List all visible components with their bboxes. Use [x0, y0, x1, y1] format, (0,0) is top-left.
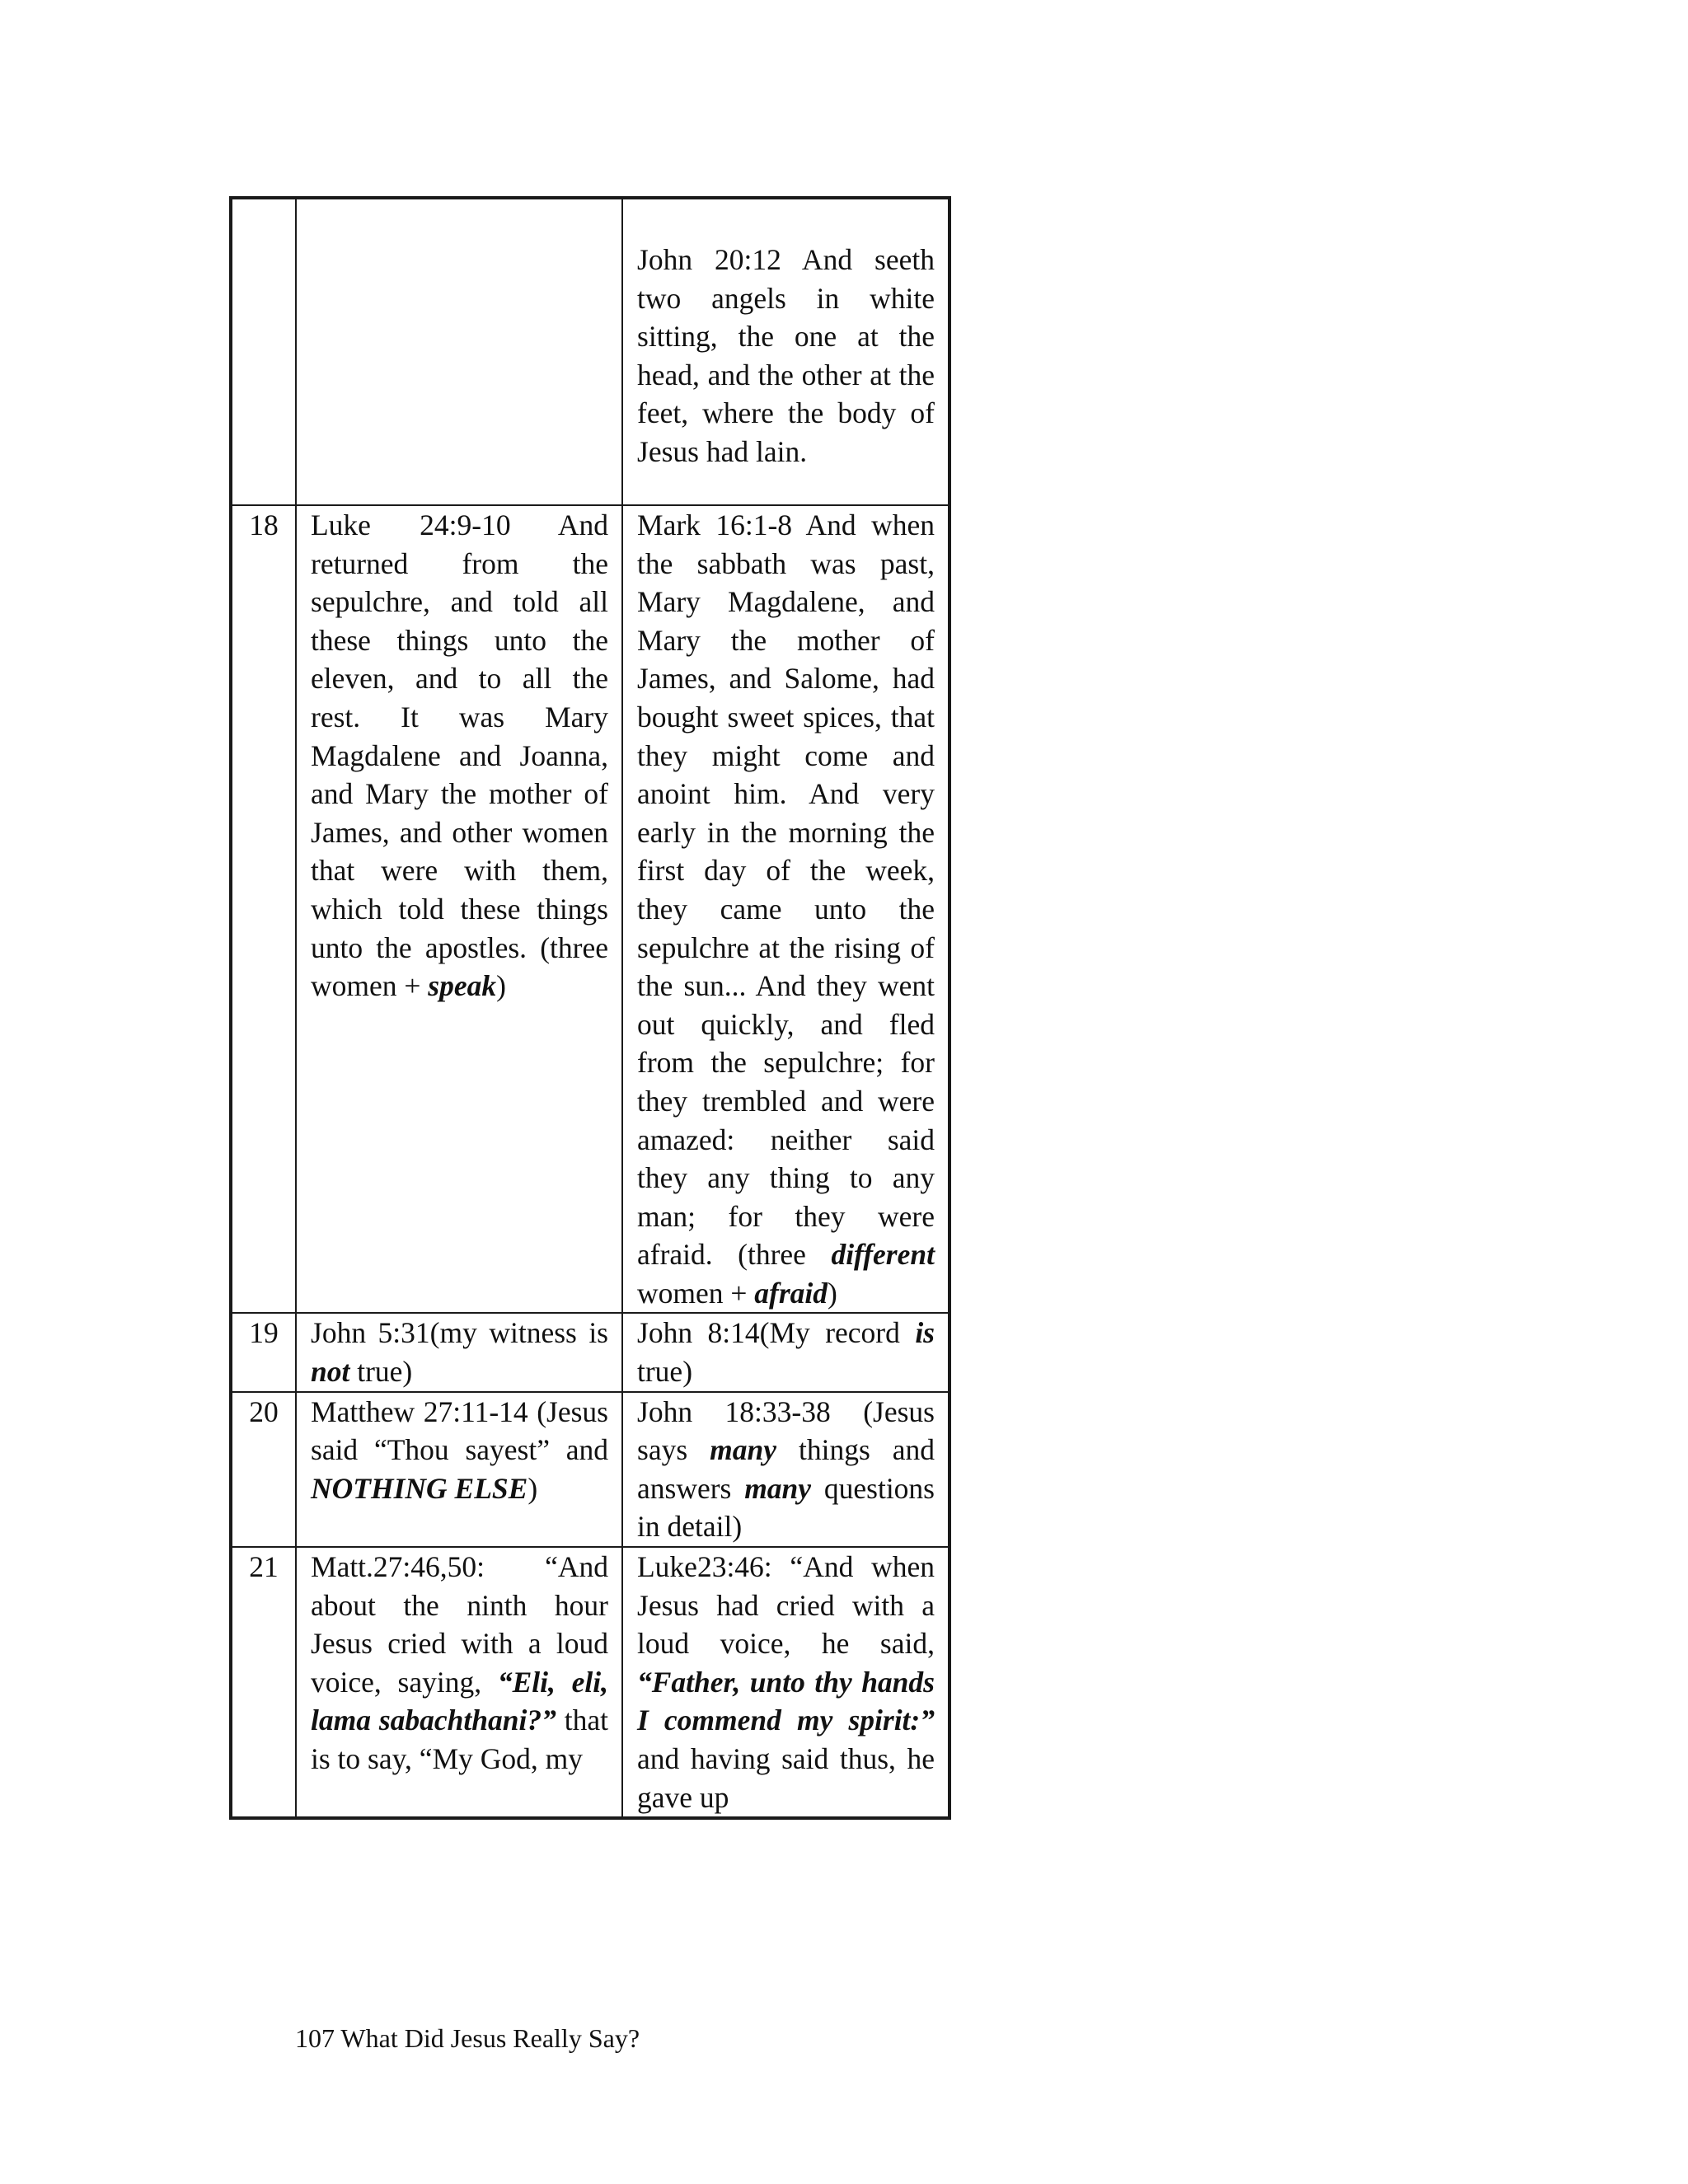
- verse-text: [623, 1314, 948, 1390]
- row-number-cell: [231, 505, 296, 1313]
- left-verse-cell: [296, 1392, 622, 1547]
- table-row: [231, 1547, 950, 1818]
- right-verse-cell: [622, 505, 950, 1313]
- verse-text-part: that is to say, “My God, my: [311, 1704, 608, 1775]
- verse-text-part: ): [528, 1471, 538, 1505]
- verse-text-part: ): [828, 1276, 837, 1310]
- verse-text: [623, 506, 948, 1312]
- row-number: 20: [249, 1394, 279, 1428]
- table-row: [231, 505, 950, 1313]
- verse-text-part: women +: [637, 1276, 755, 1310]
- emphasis-text: afraid: [754, 1276, 828, 1310]
- emphasis-text: “Father, unto thy hands I commend my spirit:”: [637, 1665, 935, 1737]
- verse-text-part: true): [349, 1355, 413, 1389]
- table-row: [231, 1313, 950, 1391]
- table-row: [231, 1392, 950, 1547]
- left-verse-cell: [296, 1547, 622, 1818]
- verse-text-part: and having said thus, he gave up: [637, 1742, 935, 1814]
- verse-text-part: Matthew 27:11-14 (Jesus said “Thou sayest” and: [311, 1394, 608, 1467]
- emphasis-text: “Eli, eli, lama sabachthani?”: [311, 1665, 608, 1737]
- verse-text-part: John 8:14(My record: [637, 1316, 916, 1350]
- row-number-cell: [231, 1547, 296, 1818]
- left-verse-cell: [296, 1313, 622, 1391]
- verse-text-part: true): [637, 1355, 693, 1389]
- left-verse-cell: [296, 505, 622, 1313]
- verse-text-part: questions in detail): [637, 1471, 935, 1544]
- verse-text-part: John 5:31(my witness is: [311, 1316, 608, 1350]
- emphasis-text: different: [831, 1238, 935, 1272]
- row-number-cell: [231, 1313, 296, 1391]
- emphasis-text: many: [710, 1433, 776, 1467]
- verse-text: [623, 1548, 948, 1816]
- verse-text: [297, 1314, 621, 1390]
- emphasis-text: many: [744, 1471, 812, 1505]
- verse-text: [297, 506, 621, 1005]
- verse-text-part: Luke 24:9-10 And returned from the sepulchre, and told all these things unto the eleven, and to all the rest. It was Mary Magdalene and Joanna, and Mary the mother of James, and other women that were with them, which told these things unto the apostles. (three women +: [311, 509, 608, 1003]
- row-number-cell: [231, 198, 296, 505]
- verse-text-part: Matt.27:46,50: “And about the ninth hour Jesus cried with a loud voice, saying,: [311, 1550, 608, 1699]
- verse-text-part: ): [496, 969, 506, 1003]
- row-number-cell: [231, 1392, 296, 1547]
- left-verse-cell: [296, 198, 622, 505]
- verse-text: [297, 1548, 621, 1779]
- emphasis-text: not: [311, 1355, 350, 1389]
- emphasis-text: is: [915, 1316, 935, 1350]
- verse-text: [297, 1393, 621, 1508]
- right-verse-cell: [622, 1313, 950, 1391]
- emphasis-text: speak: [428, 969, 497, 1003]
- verse-text: John 20:12 And seeth two angels in white sitting, the one at the head, and the other at the feet, where the body of Jesus had lain.: [637, 243, 935, 468]
- row-number: 18: [249, 509, 279, 541]
- verse-text-part: things and answers: [637, 1433, 935, 1505]
- verse-text: [623, 1393, 948, 1546]
- verse-text-part: Luke23:46: “And when Jesus had cried with a loud voice, he said,: [637, 1550, 935, 1661]
- verse-text-part: Mark 16:1-8 And when the sabbath was past, Mary Magdalene, and Mary the mother of James, and Salome, had bought sweet spices, that they might come and anoint him. And very early in the morning the first day of the week, they came unto the sepulchre at the rising of the sun... And they went out quickly, and fled from the sepulchre; for they trembled and were amazed: neither said they any thing to any man; for they were afraid. (three: [637, 509, 935, 1272]
- verse-text-part: John 18:33-38 (Jesus says: [637, 1394, 935, 1467]
- row-number: 19: [249, 1316, 279, 1350]
- page-footer: 107 What Did Jesus Really Say?: [295, 2023, 640, 2053]
- emphasis-text: NOTHING ELSE: [311, 1471, 528, 1505]
- right-verse-cell: [622, 1392, 950, 1547]
- comparison-table: [229, 196, 951, 1820]
- right-verse-cell: [622, 1547, 950, 1818]
- right-verse-cell: [622, 198, 950, 505]
- row-number: 21: [249, 1550, 279, 1584]
- table-row: [231, 198, 950, 505]
